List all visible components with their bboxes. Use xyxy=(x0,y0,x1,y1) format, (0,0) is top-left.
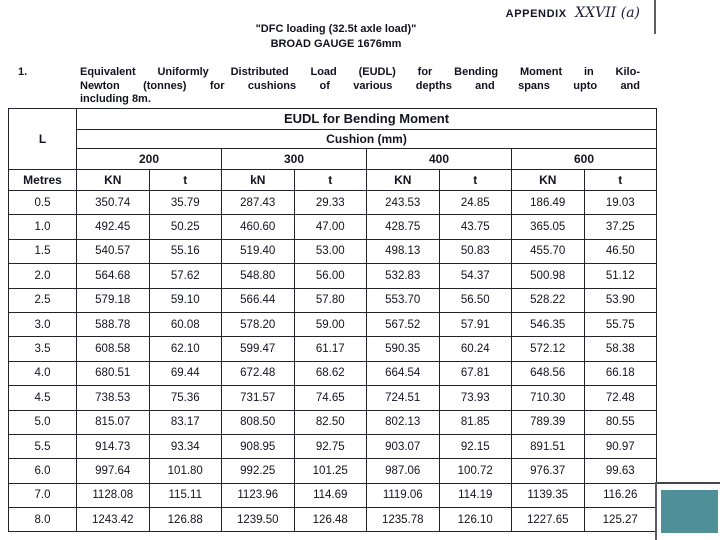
value-cell: 815.07 xyxy=(77,410,150,434)
value-cell: 57.62 xyxy=(149,264,222,288)
value-cell: 648.56 xyxy=(512,361,585,385)
value-cell: 738.53 xyxy=(77,386,150,410)
table-row xyxy=(9,459,657,483)
value-cell: 59.00 xyxy=(294,312,367,336)
cushion-600-header: 600 xyxy=(512,149,657,170)
value-cell: 428.75 xyxy=(367,215,440,239)
value-cell: 69.44 xyxy=(149,361,222,385)
span-cell: 4.0 xyxy=(9,361,77,385)
value-cell: 57.91 xyxy=(439,312,512,336)
value-cell: 997.64 xyxy=(77,459,150,483)
table-title: EUDL for Bending Moment xyxy=(77,109,657,130)
value-cell: 29.33 xyxy=(294,191,367,215)
span-cell: 5.0 xyxy=(9,410,77,434)
value-cell: 572.12 xyxy=(512,337,585,361)
table-row xyxy=(9,508,657,532)
value-cell: 93.34 xyxy=(149,434,222,458)
col-header-l: L xyxy=(9,109,77,170)
teal-accent-box xyxy=(661,490,718,533)
value-cell: 55.16 xyxy=(149,239,222,263)
value-cell: 976.37 xyxy=(512,459,585,483)
value-cell: 35.79 xyxy=(149,191,222,215)
value-cell: 710.30 xyxy=(512,386,585,410)
value-cell: 532.83 xyxy=(367,264,440,288)
span-cell: 6.0 xyxy=(9,459,77,483)
value-cell: 92.75 xyxy=(294,434,367,458)
table-row xyxy=(9,215,657,239)
table-row xyxy=(9,312,657,336)
value-cell: 578.20 xyxy=(222,312,295,336)
value-cell: 564.68 xyxy=(77,264,150,288)
value-cell: 808.50 xyxy=(222,410,295,434)
value-cell: 1128.08 xyxy=(77,483,150,507)
eudl-table xyxy=(8,108,657,532)
value-cell: 114.69 xyxy=(294,483,367,507)
value-cell: 62.10 xyxy=(149,337,222,361)
value-cell: 83.17 xyxy=(149,410,222,434)
paragraph-text xyxy=(80,66,640,107)
value-cell: 500.98 xyxy=(512,264,585,288)
value-cell: 99.63 xyxy=(584,459,657,483)
value-cell: 992.25 xyxy=(222,459,295,483)
unit-header-t-400: t xyxy=(439,170,512,191)
value-cell: 53.90 xyxy=(584,288,657,312)
table-row xyxy=(9,239,657,263)
appendix-label: APPENDIX xyxy=(505,8,567,20)
paragraph-line: including 8m. xyxy=(80,93,151,105)
value-cell: 73.93 xyxy=(439,386,512,410)
value-cell: 90.97 xyxy=(584,434,657,458)
value-cell: 58.38 xyxy=(584,337,657,361)
value-cell: 43.75 xyxy=(439,215,512,239)
bottom-right-vertical-rule xyxy=(655,482,657,540)
value-cell: 802.13 xyxy=(367,410,440,434)
span-cell: 7.0 xyxy=(9,483,77,507)
value-cell: 80.55 xyxy=(584,410,657,434)
value-cell: 66.18 xyxy=(584,361,657,385)
unit-header-t-600: t xyxy=(584,170,657,191)
paragraph-line: Equivalent Uniformly Distributed Load (EUDL) for Bending Moment in Kilo- xyxy=(80,66,640,78)
value-cell: 498.13 xyxy=(367,239,440,263)
appendix-heading xyxy=(506,4,640,22)
value-cell: 1243.42 xyxy=(77,508,150,532)
span-cell: 8.0 xyxy=(9,508,77,532)
value-cell: 116.26 xyxy=(584,483,657,507)
value-cell: 789.39 xyxy=(512,410,585,434)
table-row xyxy=(9,483,657,507)
table-title-row xyxy=(9,109,657,130)
span-cell: 2.0 xyxy=(9,264,77,288)
value-cell: 186.49 xyxy=(512,191,585,215)
table-row xyxy=(9,337,657,361)
value-cell: 588.78 xyxy=(77,312,150,336)
value-cell: 1123.96 xyxy=(222,483,295,507)
value-cell: 55.75 xyxy=(584,312,657,336)
value-cell: 546.35 xyxy=(512,312,585,336)
value-cell: 75.36 xyxy=(149,386,222,410)
value-cell: 61.17 xyxy=(294,337,367,361)
doc-title-line2: BROAD GAUGE 1676mm xyxy=(270,38,402,50)
value-cell: 1119.06 xyxy=(367,483,440,507)
span-cell: 4.5 xyxy=(9,386,77,410)
span-cell: 5.5 xyxy=(9,434,77,458)
table-row xyxy=(9,191,657,215)
cushion-400-header: 400 xyxy=(367,149,512,170)
table-row xyxy=(9,288,657,312)
bottom-right-rule xyxy=(656,482,720,484)
span-cell: 1.5 xyxy=(9,239,77,263)
top-right-rule xyxy=(654,0,656,34)
span-cell: 2.5 xyxy=(9,288,77,312)
cushion-header: Cushion (mm) xyxy=(77,130,657,149)
cushion-header-row xyxy=(9,130,657,149)
value-cell: 72.48 xyxy=(584,386,657,410)
span-cell: 3.5 xyxy=(9,337,77,361)
value-cell: 47.00 xyxy=(294,215,367,239)
value-cell: 519.40 xyxy=(222,239,295,263)
value-cell: 51.12 xyxy=(584,264,657,288)
value-cell: 24.85 xyxy=(439,191,512,215)
value-cell: 528.22 xyxy=(512,288,585,312)
value-cell: 56.00 xyxy=(294,264,367,288)
value-cell: 74.65 xyxy=(294,386,367,410)
paragraph-number: 1. xyxy=(18,66,28,78)
value-cell: 987.06 xyxy=(367,459,440,483)
value-cell: 1239.50 xyxy=(222,508,295,532)
value-cell: 903.07 xyxy=(367,434,440,458)
value-cell: 567.52 xyxy=(367,312,440,336)
value-cell: 82.50 xyxy=(294,410,367,434)
unit-header-row xyxy=(9,170,657,191)
value-cell: 54.37 xyxy=(439,264,512,288)
col-header-metres: Metres xyxy=(9,170,77,191)
value-cell: 59.10 xyxy=(149,288,222,312)
value-cell: 553.70 xyxy=(367,288,440,312)
document-title xyxy=(8,22,664,52)
value-cell: 724.51 xyxy=(367,386,440,410)
table-row xyxy=(9,386,657,410)
span-cell: 0.5 xyxy=(9,191,77,215)
table-row xyxy=(9,361,657,385)
cushion-300-header: 300 xyxy=(222,149,367,170)
value-cell: 455.70 xyxy=(512,239,585,263)
value-cell: 125.27 xyxy=(584,508,657,532)
value-cell: 664.54 xyxy=(367,361,440,385)
value-cell: 115.11 xyxy=(149,483,222,507)
table-body xyxy=(9,191,657,532)
value-cell: 599.47 xyxy=(222,337,295,361)
value-cell: 1235.78 xyxy=(367,508,440,532)
table-row xyxy=(9,434,657,458)
value-cell: 1227.65 xyxy=(512,508,585,532)
value-cell: 101.25 xyxy=(294,459,367,483)
cushion-200-header: 200 xyxy=(77,149,222,170)
value-cell: 126.48 xyxy=(294,508,367,532)
value-cell: 548.80 xyxy=(222,264,295,288)
value-cell: 67.81 xyxy=(439,361,512,385)
value-cell: 46.50 xyxy=(584,239,657,263)
value-cell: 243.53 xyxy=(367,191,440,215)
value-cell: 101.80 xyxy=(149,459,222,483)
value-cell: 68.62 xyxy=(294,361,367,385)
value-cell: 540.57 xyxy=(77,239,150,263)
unit-header-kn-600: KN xyxy=(512,170,585,191)
value-cell: 114.19 xyxy=(439,483,512,507)
value-cell: 1139.35 xyxy=(512,483,585,507)
unit-header-kn-400: KN xyxy=(367,170,440,191)
value-cell: 56.50 xyxy=(439,288,512,312)
unit-header-t-300: t xyxy=(294,170,367,191)
value-cell: 365.05 xyxy=(512,215,585,239)
value-cell: 37.25 xyxy=(584,215,657,239)
value-cell: 608.58 xyxy=(77,337,150,361)
paragraph-line: Newton (tonnes) for cushions of various depths and spans upto and xyxy=(80,79,640,92)
value-cell: 680.51 xyxy=(77,361,150,385)
value-cell: 492.45 xyxy=(77,215,150,239)
value-cell: 566.44 xyxy=(222,288,295,312)
value-cell: 672.48 xyxy=(222,361,295,385)
value-cell: 287.43 xyxy=(222,191,295,215)
table-row xyxy=(9,264,657,288)
appendix-number: XXVII (a) xyxy=(575,5,640,21)
value-cell: 81.85 xyxy=(439,410,512,434)
value-cell: 126.88 xyxy=(149,508,222,532)
unit-header-t-200: t xyxy=(149,170,222,191)
value-cell: 100.72 xyxy=(439,459,512,483)
table-row xyxy=(9,410,657,434)
value-cell: 914.73 xyxy=(77,434,150,458)
value-cell: 19.03 xyxy=(584,191,657,215)
value-cell: 891.51 xyxy=(512,434,585,458)
value-cell: 57.80 xyxy=(294,288,367,312)
unit-header-kn-200: KN xyxy=(77,170,150,191)
value-cell: 50.25 xyxy=(149,215,222,239)
value-cell: 590.35 xyxy=(367,337,440,361)
value-cell: 60.24 xyxy=(439,337,512,361)
cushion-values-row xyxy=(9,149,657,170)
value-cell: 908.95 xyxy=(222,434,295,458)
value-cell: 92.15 xyxy=(439,434,512,458)
value-cell: 60.08 xyxy=(149,312,222,336)
value-cell: 53.00 xyxy=(294,239,367,263)
value-cell: 350.74 xyxy=(77,191,150,215)
value-cell: 460.60 xyxy=(222,215,295,239)
span-cell: 1.0 xyxy=(9,215,77,239)
value-cell: 126.10 xyxy=(439,508,512,532)
span-cell: 3.0 xyxy=(9,312,77,336)
value-cell: 579.18 xyxy=(77,288,150,312)
doc-title-line1: "DFC loading (32.5t axle load)" xyxy=(255,23,417,35)
value-cell: 50.83 xyxy=(439,239,512,263)
value-cell: 731.57 xyxy=(222,386,295,410)
unit-header-kn-300: kN xyxy=(222,170,295,191)
